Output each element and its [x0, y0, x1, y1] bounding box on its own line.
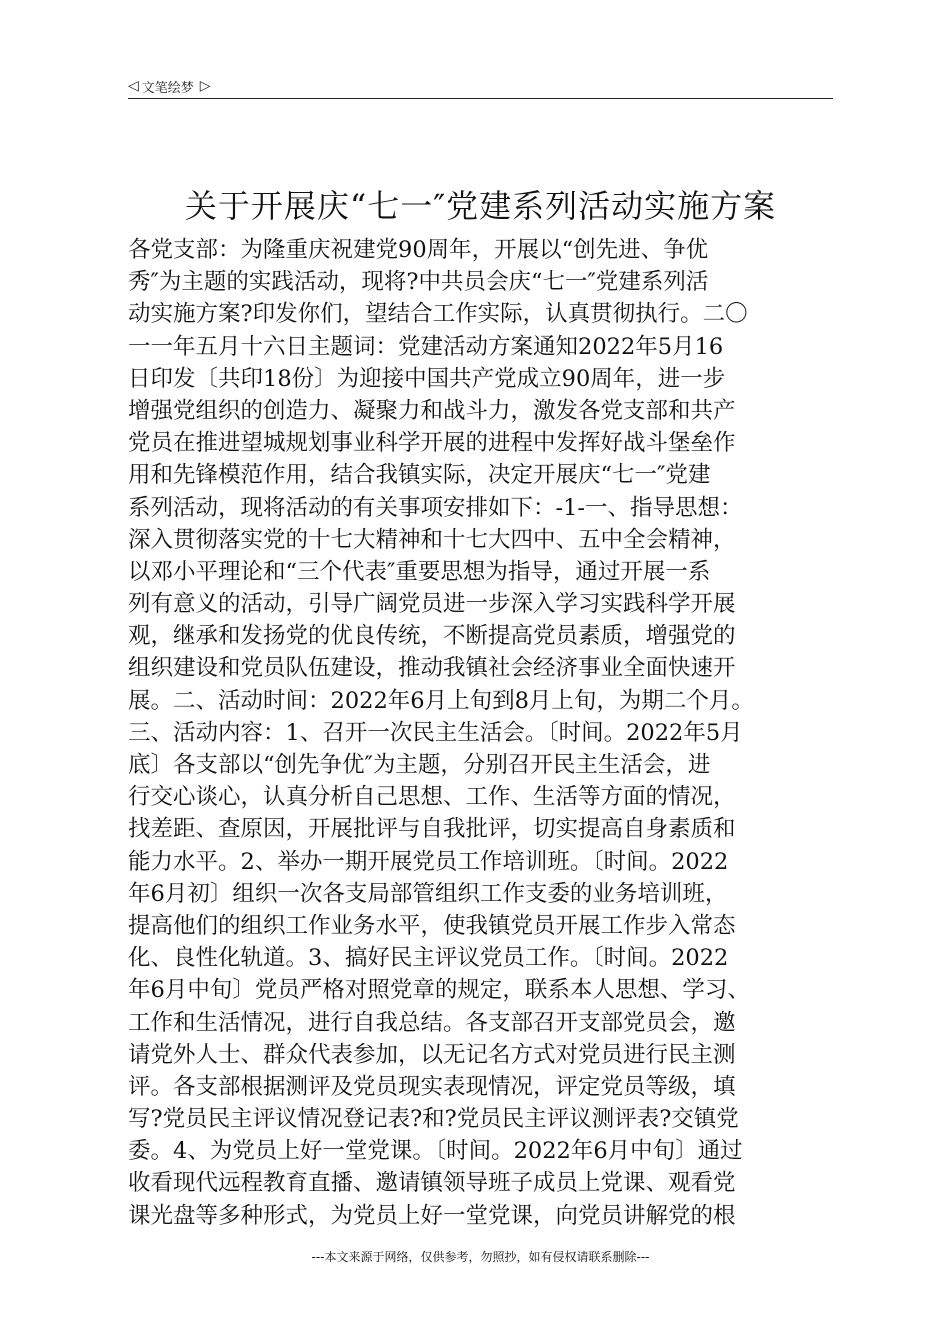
- body-line: 列有意义的活动，引导广阔党员进一步深入学习实践科学开展: [128, 591, 736, 618]
- page-footer: ---本文来源于网络，仅供参考，勿照抄，如有侵权请联系删除---: [311, 1250, 650, 1264]
- body-line: 日印发〔共印18份〕为迎接中国共产党成立90周年，进一步: [128, 365, 726, 392]
- body-line: 收看现代远程教育直播、邀请镇领导班子成员上党课、观看党: [128, 1170, 736, 1197]
- body-line: 底〕各支部以“创先争优″为主题，分别召开民主生活会，进: [128, 752, 711, 778]
- body-line: 评。各支部根据测评及党员现实表现情况，评定党员等级，填: [128, 1073, 736, 1100]
- body-line: 增强党组织的创造力、凝聚力和战斗力，激发各党支部和共产: [128, 397, 736, 424]
- body-line: 三、活动内容：1、召开一次民主生活会。〔时间。2022年5月: [128, 719, 743, 746]
- left-triangle-icon: ◁: [128, 78, 139, 94]
- body-line: 课光盘等多种形式，为党员上好一堂党课，向党员讲解党的根: [128, 1202, 736, 1229]
- document-body: [128, 234, 838, 1232]
- body-line: 各党支部：为隆重庆祝建党90周年，开展以“创先进、争优: [128, 237, 709, 263]
- body-line: 展。二、活动时间：2022年6月上旬到8月上旬，为期二个月。: [128, 687, 754, 714]
- header-divider: [128, 98, 833, 99]
- body-line: 写?党员民主评议情况登记表?和?党员民主评议测评表?交镇党: [128, 1106, 739, 1133]
- body-line: 化、良性化轨道。3、搞好民主评议党员工作。〔时间。2022: [128, 945, 729, 972]
- body-line: 委。4、为党员上好一堂党课。〔时间。2022年6月中旬〕通过: [128, 1138, 743, 1165]
- body-line: 一一年五月十六日主题词：党建活动方案通知2022年5月16: [128, 333, 724, 360]
- body-line: 行交心谈心，认真分析自己思想、工作、生活等方面的情况，: [128, 784, 736, 811]
- document-title: 关于开展庆“七一″党建系列活动实施方案: [184, 187, 777, 225]
- body-line: 找差距、查原因，开展批评与自我批评，切实提高自身素质和: [128, 816, 736, 843]
- body-line: 以邓小平理论和“三个代表″重要思想为指导，通过开展一系: [128, 558, 711, 585]
- header-brand: 文笔绘梦: [141, 80, 194, 96]
- body-line: 工作和生活情况，进行自我总结。各支部召开支部党员会，邀: [128, 1009, 736, 1036]
- page-header: [128, 74, 833, 98]
- body-line: 组织建设和党员队伍建设，推动我镇社会经济事业全面快速开: [128, 655, 736, 682]
- body-line: 年6月初〕组织一次各支局部管组织工作支委的业务培训班，: [128, 880, 728, 907]
- body-line: 系列活动，现将活动的有关事项安排如下：-1-一、指导思想：: [128, 494, 743, 521]
- body-line: 深入贯彻落实党的十七大精神和十七大四中、五中全会精神，: [128, 526, 736, 553]
- body-line: 秀″为主题的实践活动，现将?中共员会庆“七一″党建系列活: [128, 269, 709, 296]
- body-line: 请党外人士、群众代表参加，以无记名方式对党员进行民主测: [128, 1041, 736, 1068]
- body-line: 党员在推进望城规划事业科学开展的进程中发挥好战斗堡垒作: [128, 430, 736, 457]
- right-triangle-icon: ▷: [199, 78, 211, 94]
- body-line: 提高他们的组织工作业务水平，使我镇党员开展工作步入常态: [128, 912, 736, 939]
- body-line: 年6月中旬〕党员严格对照党章的规定，联系本人思想、学习、: [128, 977, 750, 1004]
- body-line: 能力水平。2、举办一期开展党员工作培训班。〔时间。2022: [128, 848, 729, 875]
- body-line: 动实施方案?印发你们，望结合工作实际，认真贯彻执行。二〇: [128, 301, 748, 328]
- body-line: 观，继承和发扬党的优良传统，不断提高党员素质，增强党的: [128, 623, 736, 650]
- body-line: 用和先锋模范作用，结合我镇实际，决定开展庆“七一″党建: [128, 462, 711, 489]
